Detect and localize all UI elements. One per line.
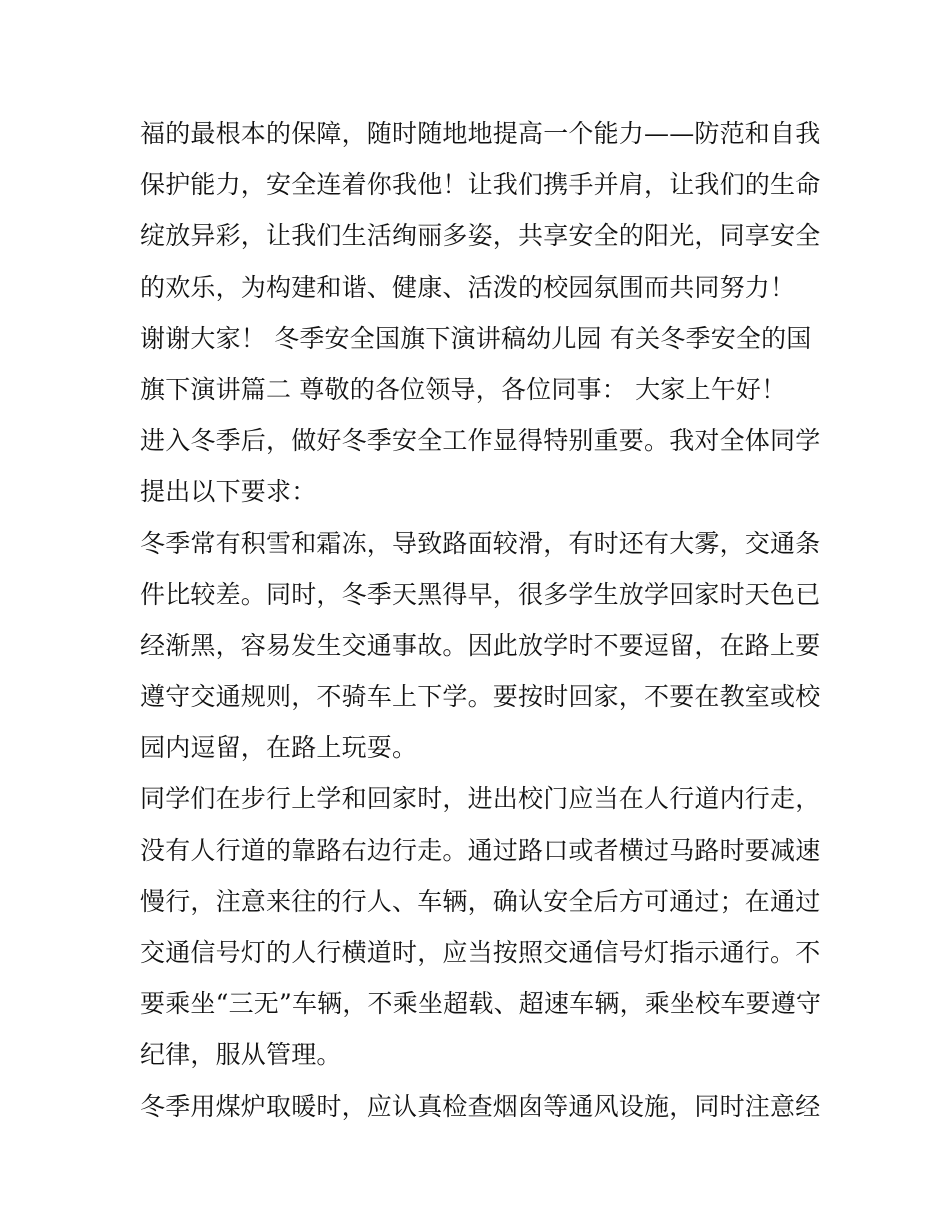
text-line: 冬季常有积雪和霜冻，导致路面较滑，有时还有大雾，交通条 xyxy=(140,528,821,558)
text-line: 纪律，服从管理。 xyxy=(140,1040,342,1070)
text-line: 提出以下要求： xyxy=(140,477,317,507)
document-body xyxy=(140,108,820,1132)
text-line: 谢谢大家！ 冬季安全国旗下演讲稿幼儿园 有关冬季安全的国 xyxy=(140,323,812,353)
text-line: 保护能力，安全连着你我他！让我们携手并肩，让我们的生命 xyxy=(140,170,821,200)
text-line: 交通信号灯的人行横道时，应当按照交通信号灯指示通行。不 xyxy=(140,938,821,967)
text-line: 要乘坐“三无”车辆，不乘坐超载、超速车辆，乘坐校车要遵守 xyxy=(140,989,822,1019)
text-line: 经渐黑，容易发生交通事故。因此放学时不要逗留，在路上要 xyxy=(140,630,821,660)
text-line: 冬季用煤炉取暖时，应认真检查烟囱等通风设施，同时注意经 xyxy=(140,1091,821,1121)
text-line: 福的最根本的保障，随时随地地提高一个能力——防范和自我 xyxy=(140,119,821,148)
text-line: 园内逗留，在路上玩耍。 xyxy=(140,733,418,763)
text-line: 同学们在步行上学和回家时，进出校门应当在人行道内行走， xyxy=(140,784,821,814)
text-line: 慢行，注意来往的行人、车辆，确认安全后方可通过；在通过 xyxy=(140,886,821,916)
text-line: 进入冬季后，做好冬季安全工作显得特别重要。我对全体同学 xyxy=(140,426,821,456)
text-line: 绽放异彩，让我们生活绚丽多姿，共享安全的阳光，同享安全 xyxy=(140,221,821,251)
text-line: 件比较差。同时，冬季天黑得早，很多学生放学回家时天色已 xyxy=(140,579,821,609)
text-line: 遵守交通规则，不骑车上下学。要按时回家，不要在教室或校 xyxy=(140,682,821,712)
text-line: 没有人行道的靠路右边行走。通过路口或者横过马路时要减速 xyxy=(140,835,821,865)
text-line: 的欢乐，为构建和谐、健康、活泼的校园氛围而共同努力！ xyxy=(140,272,796,302)
text-line: 旗下演讲篇二 尊敬的各位领导，各位同事： 大家上午好！ xyxy=(140,374,787,404)
